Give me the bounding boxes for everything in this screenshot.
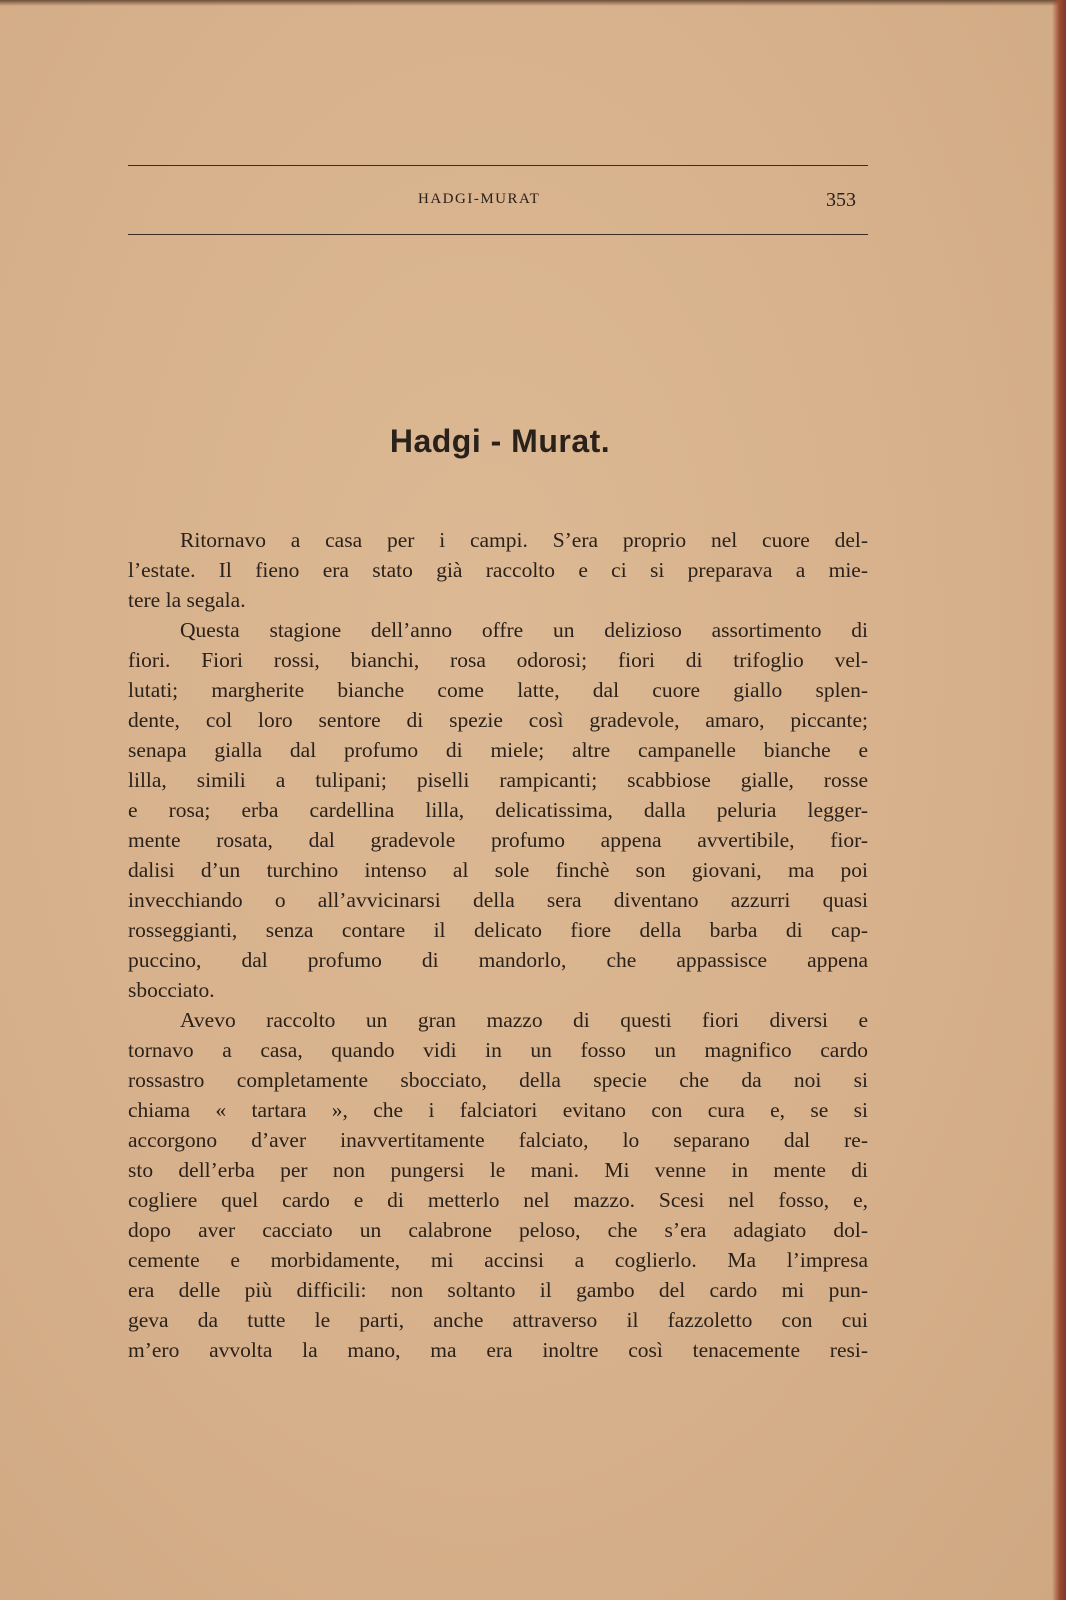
text-line: dalisi d’un turchino intenso al sole finchè son giovani, ma poi [128, 858, 868, 882]
page-header [128, 165, 868, 239]
header-rule-bottom [128, 234, 868, 235]
page-right-edge [1052, 0, 1066, 1600]
chapter-title: Hadgi - Murat. [389, 423, 611, 459]
text-line: cogliere quel cardo e di metterlo nel mazzo. Scesi nel fosso, e, [128, 1188, 868, 1212]
text-line: senapa gialla dal profumo di miele; altre campanelle bianche e [128, 738, 868, 762]
text-line: Questa stagione dell’anno offre un delizioso assortimento di [180, 618, 868, 642]
text-line: tornavo a casa, quando vidi in un fosso un magnifico cardo [128, 1038, 868, 1062]
text-line: lutati; margherite bianche come latte, dal cuore giallo splen- [128, 678, 868, 702]
text-line: e rosa; erba cardellina lilla, delicatissima, dalla peluria legger- [128, 798, 868, 822]
text-line: m’ero avvolta la mano, ma era inoltre così tenacemente resi- [128, 1338, 868, 1362]
text-line: mente rosata, dal gradevole profumo appena avvertibile, fior- [128, 828, 868, 852]
running-title: HADGI-MURAT [418, 191, 541, 207]
body-text [128, 525, 868, 1365]
text-line: rosseggianti, senza contare il delicato fiore della barba di cap- [128, 918, 868, 942]
text-line: accorgono d’aver inavvertitamente falciato, lo separano dal re- [128, 1128, 868, 1152]
header-rule-top [128, 165, 868, 166]
page-top-edge [0, 0, 1066, 6]
text-line: era delle più difficili: non soltanto il gambo del cardo mi pun- [128, 1278, 868, 1302]
text-line: puccino, dal profumo di mandorlo, che appassisce appena [128, 948, 868, 972]
text-line: sbocciato. [128, 978, 215, 1002]
text-line: Ritornavo a casa per i campi. S’era proprio nel cuore del- [180, 528, 868, 552]
text-line: lilla, simili a tulipani; piselli rampicanti; scabbiose gialle, rosse [128, 768, 868, 792]
page-number: 353 [826, 189, 856, 211]
text-line: dente, col loro sentore di spezie così gradevole, amaro, piccante; [128, 708, 868, 732]
text-line: l’estate. Il fieno era stato già raccolto e ci si preparava a mie- [128, 558, 868, 582]
text-line: cemente e morbidamente, mi accinsi a coglierlo. Ma l’impresa [128, 1248, 868, 1272]
text-line: chiama « tartara », che i falciatori evitano con cura e, se si [128, 1098, 868, 1122]
text-line: geva da tutte le parti, anche attraverso il fazzoletto con cui [128, 1308, 868, 1332]
text-line: fiori. Fiori rossi, bianchi, rosa odorosi; fiori di trifoglio vel- [128, 648, 868, 672]
text-line: Avevo raccolto un gran mazzo di questi fiori diversi e [180, 1008, 868, 1032]
text-line: invecchiando o all’avvicinarsi della sera diventano azzurri quasi [128, 888, 868, 912]
text-line: dopo aver cacciato un calabrone peloso, che s’era adagiato dol- [128, 1218, 868, 1242]
text-line: tere la segala. [128, 588, 246, 612]
text-line: rossastro completamente sbocciato, della specie che da noi si [128, 1068, 868, 1092]
text-line: sto dell’erba per non pungersi le mani. Mi venne in mente di [128, 1158, 868, 1182]
